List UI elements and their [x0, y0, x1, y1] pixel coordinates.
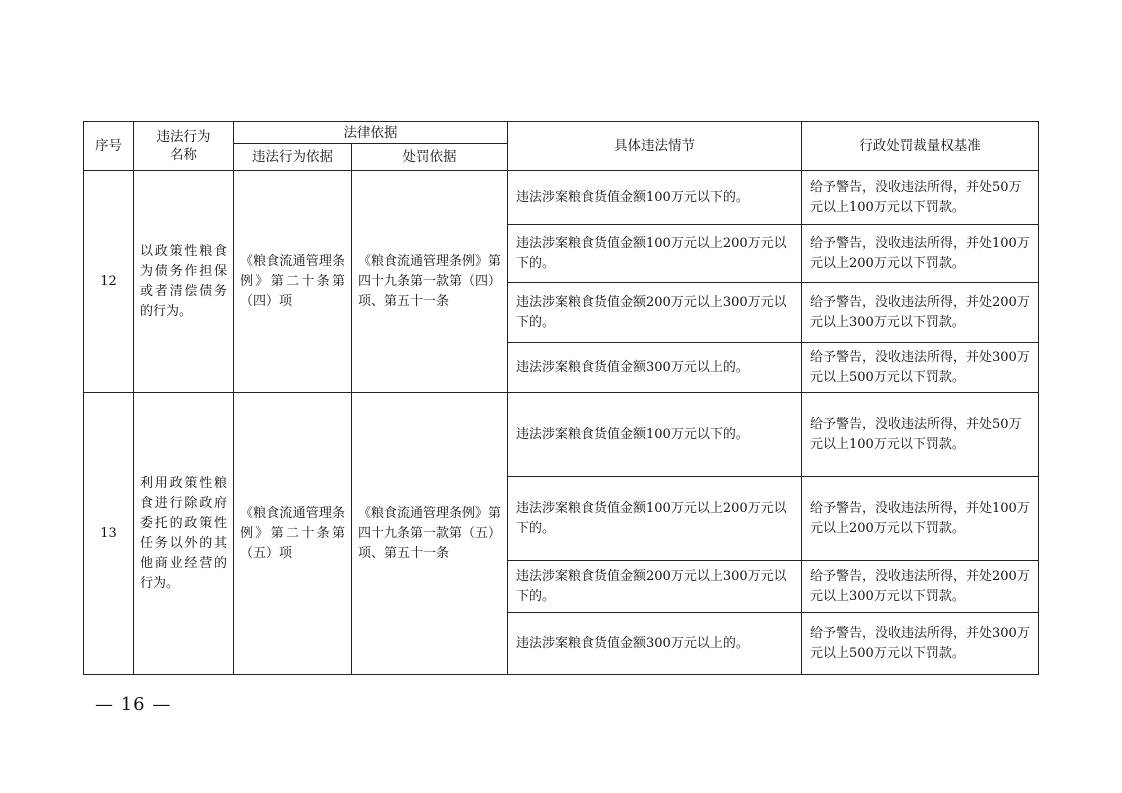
row-detail: 违法涉案粮食货值金额300万元以上的。	[508, 613, 802, 675]
header-legal-basis: 法律依据	[234, 122, 508, 144]
row-standard: 给予警告，没收违法所得，并处50万元以上100万元以下罚款。	[802, 171, 1039, 225]
header-violation-name-line2: 名称	[170, 147, 197, 163]
row-violation-basis: 《粮食流通管理条例》第二十条第（五）项	[234, 393, 352, 675]
row-standard: 给予警告，没收违法所得，并处300万元以上500万元以下罚款。	[802, 613, 1039, 675]
row-detail: 违法涉案粮食货值金额100万元以下的。	[508, 171, 802, 225]
row-detail: 违法涉案粮食货值金额100万元以上200万元以下的。	[508, 477, 802, 561]
row-standard: 给予警告，没收违法所得，并处200万元以上300万元以下罚款。	[802, 283, 1039, 343]
row-penalty-basis: 《粮食流通管理条例》第四十九条第一款第（四）项、第五十一条	[352, 171, 508, 393]
header-standard: 行政处罚裁量权基准	[802, 122, 1039, 171]
header-violation-name-line1: 违法行为	[156, 129, 211, 145]
row-detail: 违法涉案粮食货值金额200万元以上300万元以下的。	[508, 283, 802, 343]
header-details: 具体违法情节	[508, 122, 802, 171]
row-detail: 违法涉案粮食货值金额200万元以上300万元以下的。	[508, 561, 802, 613]
table-row	[84, 393, 1039, 477]
table-header	[84, 122, 1039, 171]
row-violation-name: 以政策性粮食为债务作担保或者清偿债务的行为。	[134, 171, 234, 393]
header-violation-name	[134, 122, 234, 171]
row-standard: 给予警告，没收违法所得，并处300万元以上500万元以下罚款。	[802, 343, 1039, 393]
row-violation-basis: 《粮食流通管理条例》第二十条第（四）项	[234, 171, 352, 393]
header-penalty-basis: 处罚依据	[352, 144, 508, 171]
row-standard: 给予警告，没收违法所得，并处200万元以上300万元以下罚款。	[802, 561, 1039, 613]
header-violation-basis: 违法行为依据	[234, 144, 352, 171]
row-detail: 违法涉案粮食货值金额100万元以上200万元以下的。	[508, 225, 802, 283]
table-row	[84, 171, 1039, 225]
row-standard: 给予警告，没收违法所得，并处100万元以上200万元以下罚款。	[802, 225, 1039, 283]
row-detail: 违法涉案粮食货值金额100万元以下的。	[508, 393, 802, 477]
row-detail: 违法涉案粮食货值金额300万元以上的。	[508, 343, 802, 393]
page-number: — 16 —	[95, 694, 172, 715]
row-seq: 13	[84, 393, 134, 675]
row-standard: 给予警告，没收违法所得，并处50万元以上100万元以下罚款。	[802, 393, 1039, 477]
penalty-standard-table	[83, 121, 1039, 675]
header-seq: 序号	[84, 122, 134, 171]
row-violation-name: 利用政策性粮食进行除政府委托的政策性任务以外的其他商业经营的行为。	[134, 393, 234, 675]
row-seq: 12	[84, 171, 134, 393]
row-penalty-basis: 《粮食流通管理条例》第四十九条第一款第（五）项、第五十一条	[352, 393, 508, 675]
row-standard: 给予警告，没收违法所得，并处100万元以上200万元以下罚款。	[802, 477, 1039, 561]
